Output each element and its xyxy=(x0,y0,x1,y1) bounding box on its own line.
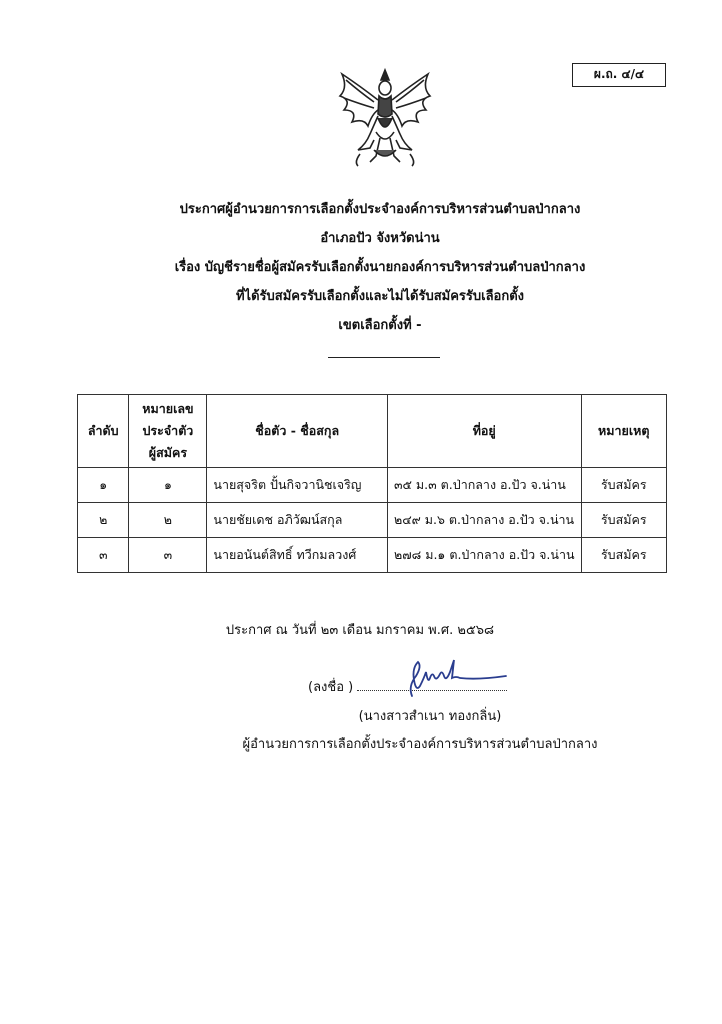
cell-order: ๒ xyxy=(78,503,129,538)
col-header-remark: หมายเหตุ xyxy=(581,395,666,468)
cell-name: นายอนันต์สิทธิ์ ทวีกมลวงศ์ xyxy=(207,538,388,573)
cell-number: ๑ xyxy=(129,468,207,503)
col-header-order: ลำดับ xyxy=(78,395,129,468)
col-header-address: ที่อยู่ xyxy=(387,395,581,468)
table-header-row xyxy=(78,395,667,468)
form-code-box: ผ.ถ. ๔/๔ xyxy=(572,63,666,87)
header-district-line: เขตเลือกตั้งที่ - xyxy=(338,318,422,333)
header-title-line: ประกาศผู้อำนวยการการเลือกตั้งประจำองค์การบริหารส่วนตำบลป่ากลาง xyxy=(179,202,581,217)
table-row xyxy=(78,503,667,538)
col-header-number-line3: ผู้สมัคร xyxy=(148,445,188,460)
candidate-table xyxy=(77,394,667,573)
col-header-number-line2: ประจำตัว xyxy=(142,423,194,438)
cell-remark: รับสมัคร xyxy=(581,468,666,503)
signer-name: (นางสาวสำเนา ทองกลิ่น) xyxy=(358,709,502,724)
sign-label: (ลงชื่อ ) xyxy=(308,680,354,695)
col-header-number xyxy=(129,395,207,468)
header-divider xyxy=(328,357,440,358)
header-subject-continued: ที่ได้รับสมัครรับเลือกตั้งและไม่ได้รับสมัครรับเลือกตั้ง xyxy=(235,289,525,304)
cell-name: นายสุจริต ปั้นกิจวานิชเจริญ xyxy=(207,468,388,503)
header-subject-line: เรื่อง บัญชีรายชื่อผู้สมัครรับเลือกตั้งนายกองค์การบริหารส่วนตำบลป่ากลาง xyxy=(174,260,586,275)
signer-position: ผู้อำนวยการการเลือกตั้งประจำองค์การบริหารส่วนตำบลป่ากลาง xyxy=(242,737,598,752)
header-location-line: อำเภอปัว จังหวัดน่าน xyxy=(320,231,440,246)
cell-order: ๓ xyxy=(78,538,129,573)
table-row xyxy=(78,538,667,573)
cell-address: ๒๗๘ ม.๑ ต.ป่ากลาง อ.ปัว จ.น่าน xyxy=(387,538,581,573)
cell-number: ๓ xyxy=(129,538,207,573)
cell-number: ๒ xyxy=(129,503,207,538)
cell-name: นายชัยเดช อภิวัฒน์สกุล xyxy=(207,503,388,538)
cell-remark: รับสมัคร xyxy=(581,503,666,538)
announcement-header xyxy=(120,195,640,340)
cell-remark: รับสมัคร xyxy=(581,538,666,573)
cell-order: ๑ xyxy=(78,468,129,503)
handwritten-signature xyxy=(398,656,510,702)
cell-address: ๒๔๙ ม.๖ ต.ป่ากลาง อ.ปัว จ.น่าน xyxy=(387,503,581,538)
announcement-date: ประกาศ ณ วันที่ ๒๓ เดือน มกราคม พ.ศ. ๒๕๖๘ xyxy=(225,623,495,638)
col-header-name: ชื่อตัว - ชื่อสกุล xyxy=(207,395,388,468)
garuda-emblem xyxy=(330,66,440,170)
cell-address: ๓๕ ม.๓ ต.ป่ากลาง อ.ปัว จ.น่าน xyxy=(387,468,581,503)
col-header-number-line1: หมายเลข xyxy=(142,401,194,416)
table-row xyxy=(78,468,667,503)
